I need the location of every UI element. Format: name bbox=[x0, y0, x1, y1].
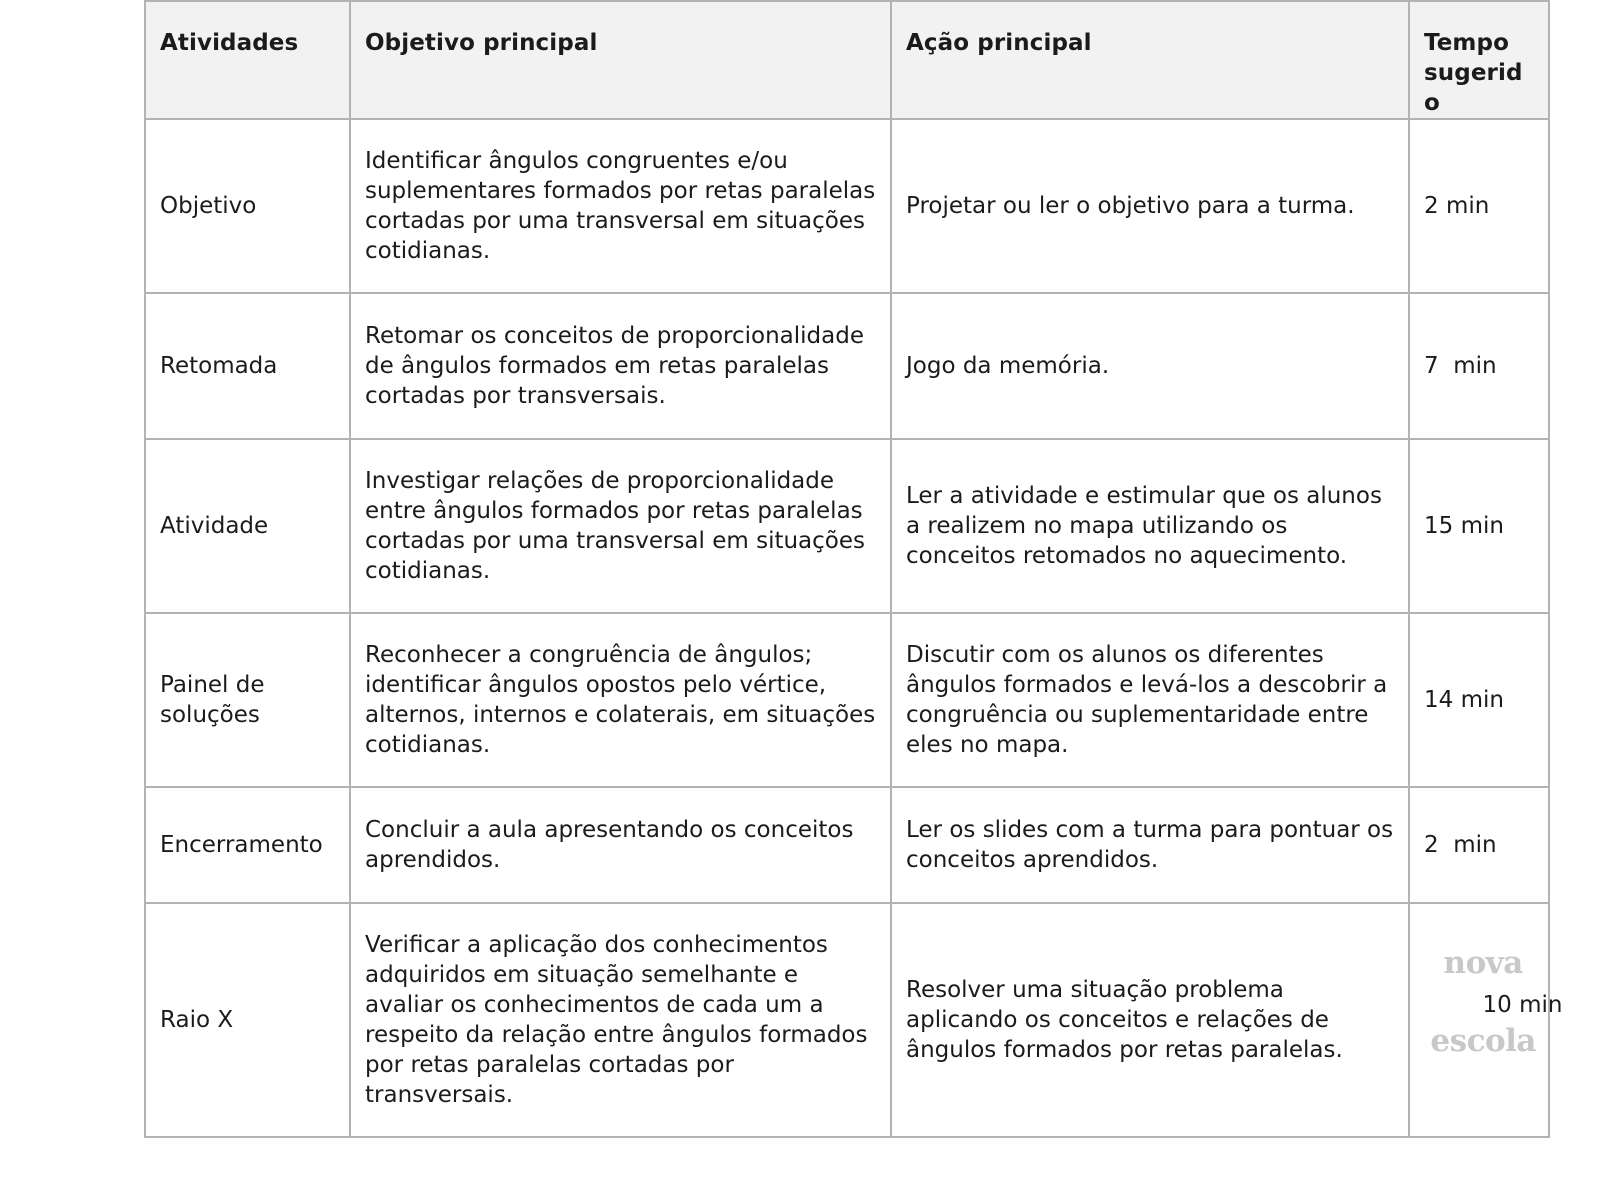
action-cell: Ler os slides com a turma para pontuar os conceitos aprendidos. bbox=[891, 787, 1409, 903]
activity-cell: Encerramento bbox=[145, 787, 350, 903]
time-cell: 7 min bbox=[1409, 293, 1549, 439]
goal-cell: Reconhecer a congruência de ângulos; identificar ângulos opostos pelo vértice, alternos, internos e colaterais, em situações cotidianas. bbox=[350, 613, 891, 787]
header-main-action: Ação principal bbox=[891, 1, 1409, 119]
table-header bbox=[145, 1, 1549, 119]
time-cell-with-logo bbox=[1409, 903, 1563, 1137]
table-row bbox=[145, 293, 1549, 439]
nova-escola-logo bbox=[1430, 898, 1536, 1106]
action-cell: Discutir com os alunos os diferentes ângulos formados e levá-los a descobrir a congruência ou suplementaridade entre eles no mapa. bbox=[891, 613, 1409, 787]
table-body bbox=[145, 119, 1563, 1137]
header-row bbox=[145, 1, 1549, 119]
time-value: 10 min bbox=[1482, 992, 1563, 1018]
lesson-plan-table bbox=[144, 0, 1563, 1138]
logo-line-1: nova bbox=[1443, 945, 1523, 981]
header-activities: Atividades bbox=[145, 1, 350, 119]
table-row bbox=[145, 787, 1549, 903]
logo-line-2: escola bbox=[1430, 1023, 1536, 1059]
goal-cell: Concluir a aula apresentando os conceitos aprendidos. bbox=[350, 787, 891, 903]
activity-cell: Atividade bbox=[145, 439, 350, 613]
time-cell: 14 min bbox=[1409, 613, 1549, 787]
action-cell: Projetar ou ler o objetivo para a turma. bbox=[891, 119, 1409, 293]
action-cell: Resolver uma situação problema aplicando os conceitos e relações de ângulos formados por retas paralelas. bbox=[891, 903, 1409, 1137]
goal-cell: Retomar os conceitos de proporcionalidade de ângulos formados em retas paralelas cortadas por transversais. bbox=[350, 293, 891, 439]
activity-cell: Retomada bbox=[145, 293, 350, 439]
table-row bbox=[145, 439, 1549, 613]
goal-cell: Identificar ângulos congruentes e/ou suplementares formados por retas paralelas cortadas por uma transversal em situações cotidianas. bbox=[350, 119, 891, 293]
activity-cell: Painel de soluções bbox=[145, 613, 350, 787]
goal-cell: Verificar a aplicação dos conhecimentos adquiridos em situação semelhante e avaliar os conhecimentos de cada um a respeito da relação entre ângulos formados por retas paralelas cortadas por transversais. bbox=[350, 903, 891, 1137]
header-suggested-time: Tempo sugerido bbox=[1409, 1, 1549, 119]
header-main-objective: Objetivo principal bbox=[350, 1, 891, 119]
goal-cell: Investigar relações de proporcionalidade entre ângulos formados por retas paralelas cortadas por uma transversal em situações cotidianas. bbox=[350, 439, 891, 613]
activity-cell: Objetivo bbox=[145, 119, 350, 293]
table-row bbox=[145, 903, 1549, 1137]
table-row bbox=[145, 119, 1549, 293]
action-cell: Jogo da memória. bbox=[891, 293, 1409, 439]
action-cell: Ler a atividade e estimular que os alunos a realizem no mapa utilizando os conceitos retomados no aquecimento. bbox=[891, 439, 1409, 613]
time-cell: 2 min bbox=[1409, 787, 1549, 903]
activity-cell: Raio X bbox=[145, 903, 350, 1137]
time-cell: 15 min bbox=[1409, 439, 1549, 613]
table-row bbox=[145, 613, 1549, 787]
time-cell: 2 min bbox=[1409, 119, 1549, 293]
